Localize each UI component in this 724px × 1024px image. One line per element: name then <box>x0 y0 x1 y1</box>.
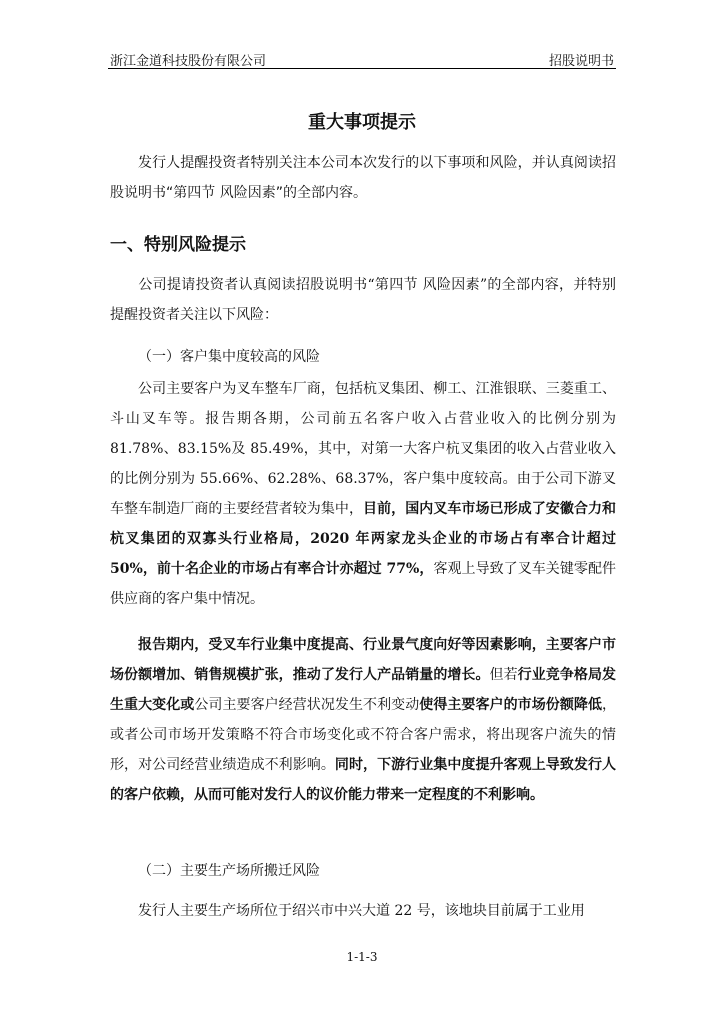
subsection-heading-relocation-risk: （二）主要生产场所搬迁风险 <box>138 863 320 879</box>
paragraph-bold-text: 同时，下游行业集中度提升客观上导致发行人的客户依赖，从而可能对发行人的议价能力带来一定程度的不利影响。 <box>110 757 617 803</box>
header-divider <box>108 68 616 69</box>
subsection-heading-customer-concentration: （一）客户集中度较高的风险 <box>138 349 320 365</box>
header-document-name: 招股说明书 <box>548 54 614 69</box>
paragraph-text: ，或者公司市场开发策略不符合市场变化或不符合客户需求，将出现客户流失的情形，对公司经营业绩造成不利影响。 <box>110 697 617 773</box>
paragraph-text: 客观上导致了叉车关键零配件供应商的客户集中情况。 <box>110 561 616 607</box>
customer-concentration-paragraph-1 <box>110 374 616 614</box>
paragraph-bold-text: 使得主要客户的市场份额降低 <box>419 697 603 713</box>
intro-paragraph <box>110 148 616 208</box>
page-number: 1-1-3 <box>346 950 378 964</box>
customer-concentration-paragraph-2 <box>110 630 616 810</box>
relocation-risk-paragraph <box>110 896 616 926</box>
paragraph-text: 公司主要客户经营状况发生不利变动 <box>194 697 420 713</box>
paragraph-text: 发行人主要生产场所位于绍兴市中兴大道 22 号，该地块目前属于工业用 <box>138 903 585 919</box>
section-heading-special-risks: 一、特别风险提示 <box>110 235 246 255</box>
section-intro-paragraph <box>110 270 616 330</box>
section-intro-text: 公司提请投资者认真阅读招股说明书“第四节 风险因素”的全部内容，并特别提醒投资者关注以下风险： <box>110 277 616 323</box>
page-title: 重大事项提示 <box>308 112 416 133</box>
paragraph-text: 公司主要客户为叉车整车厂商，包括杭叉集团、柳工、江淮银联、三菱重工、斗山叉车等。报告期各期，公司前五名客户收入占营业收入的比例分别为81.78%、83.15%及 85.49%，其中，对第一大客户杭叉集团的收入占营业收入的比例分别为 55.66%、62.28%、68.37%，客户集中度较高。由于公司下游叉车整车制造厂商的主要经营者较为集中， <box>110 381 616 517</box>
paragraph-bold-text: 目前，国内叉车市场已形成了安徽合力和杭叉集团的双寡头行业格局，2020 年两家龙头企业的市场占有率合计超过 50%，前十名企业的市场占有率合计亦超过 77%， <box>110 501 617 577</box>
intro-text: 发行人提醒投资者特别关注本公司本次发行的以下事项和风险，并认真阅读招股说明书“第四节 风险因素”的全部内容。 <box>110 155 616 201</box>
paragraph-bold-text: 报告期内，受叉车行业集中度提高、行业景气度向好等因素影响，主要客户市场份额增加、销售规模扩张，推动了发行人产品销量的增长。 <box>110 637 616 683</box>
paragraph-text: 但若 <box>489 667 518 683</box>
header-company: 浙江金道科技股份有限公司 <box>110 54 267 69</box>
paragraph-bold-text: 行业竞争格局发生重大变化或 <box>110 667 617 713</box>
